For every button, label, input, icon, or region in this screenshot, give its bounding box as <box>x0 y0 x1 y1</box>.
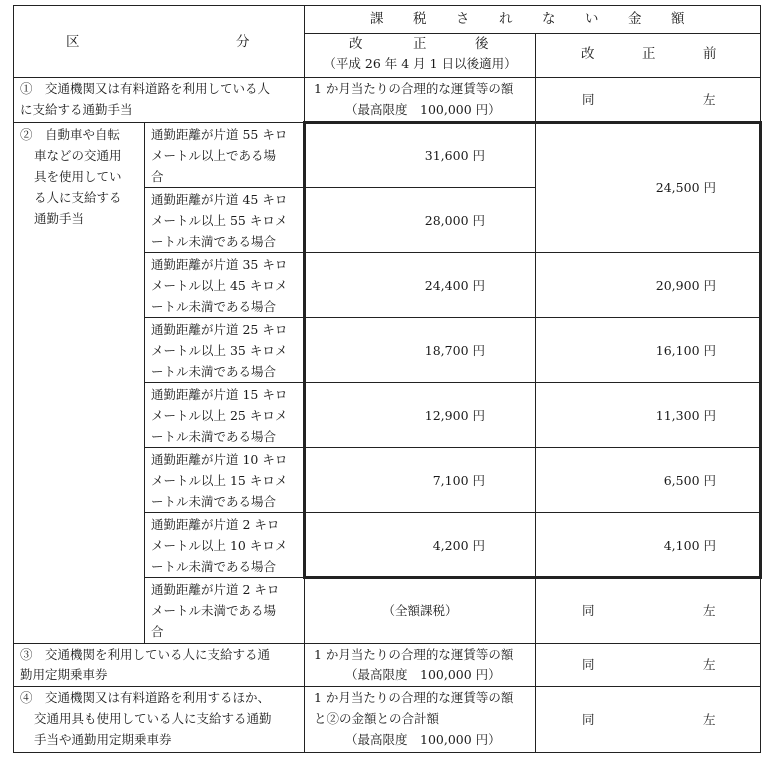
sub8-before-left: 左 <box>703 603 716 618</box>
sub7-cond-line2: メートル以上 10 キロメ <box>151 538 288 553</box>
sub7-cond-line3: ートル未満である場合 <box>151 559 277 574</box>
sub6-cond-line3: ートル未満である場合 <box>151 494 277 509</box>
sub-rule-1 <box>144 187 535 188</box>
header-divider <box>304 33 761 34</box>
row3-after-line1: 1 か月当たりの合理的な運賃等の額 <box>314 647 514 662</box>
sub5-cond-line2: メートル以上 25 キロメ <box>151 408 288 423</box>
table-border-bottom <box>13 752 761 753</box>
sub8-cond-line1: 通勤距離が片道 2 キロ <box>151 582 280 597</box>
sub2-cond-line2: メートル以上 55 キロメ <box>151 213 288 228</box>
header-after-note: （平成 26 年 4 月 1 日以後適用） <box>323 56 517 71</box>
sub5-cond-line1: 通勤距離が片道 15 キロ <box>151 387 288 402</box>
row3-before-same: 同 <box>582 657 595 672</box>
header-after-3: 後 <box>475 36 489 52</box>
header-before-2: 正 <box>642 46 656 62</box>
highlight-frame-top <box>303 121 762 124</box>
header-kubun-2: 分 <box>236 34 250 50</box>
row4-before-same: 同 <box>582 712 595 727</box>
sub6-after-amount: 7,100 円 <box>432 473 485 488</box>
sub4-cond-line3: ートル未満である場合 <box>151 364 277 379</box>
row4-after-line3: （最高限度 100,000 円） <box>345 732 501 747</box>
sub4-cond-line1: 通勤距離が片道 25 キロ <box>151 322 288 337</box>
header-before-1: 改 <box>581 46 595 62</box>
sub6-before-amount: 6,500 円 <box>663 473 716 488</box>
row3-label-line1: ③ 交通機関を利用している人に支給する通 <box>20 647 271 662</box>
header-before-3: 前 <box>703 46 717 62</box>
header-amount-5: な <box>542 11 556 27</box>
sub3-after-amount: 24,400 円 <box>424 278 485 293</box>
sub1-cond-line1: 通勤距離が片道 55 キロ <box>151 127 288 142</box>
row4-label-line2: 交通用具も使用している人に支給する通勤 <box>34 711 272 726</box>
header-amount-2: 税 <box>413 11 427 27</box>
row1-label-line2: に支給する通勤手当 <box>20 102 133 117</box>
sub2-cond-line1: 通勤距離が片道 45 キロ <box>151 192 288 207</box>
sub3-before-amount: 20,900 円 <box>655 278 716 293</box>
row2-label-line3: 具を使用してい <box>34 169 122 184</box>
sub6-cond-line1: 通勤距離が片道 10 キロ <box>151 452 288 467</box>
sub12-before-amount: 24,500 円 <box>655 180 716 195</box>
row2-label-line5: 通勤手当 <box>34 211 85 226</box>
row4-after-line2: と②の金額との合計額 <box>314 711 440 726</box>
header-after-2: 正 <box>413 36 427 52</box>
row2-label-line1: ② 自動車や自転 <box>20 127 121 142</box>
sub4-cond-line2: メートル以上 35 キロメ <box>151 343 288 358</box>
sub1-after-amount: 31,600 円 <box>424 148 485 163</box>
row4-before-left: 左 <box>703 712 716 727</box>
sub5-after-amount: 12,900 円 <box>424 408 485 423</box>
sub3-cond-line1: 通勤距離が片道 35 キロ <box>151 257 288 272</box>
header-amount-3: さ <box>456 11 470 27</box>
sub8-before-same: 同 <box>582 603 595 618</box>
sub3-cond-line2: メートル以上 45 キロメ <box>151 278 288 293</box>
sub7-before-amount: 4,100 円 <box>663 538 716 553</box>
row4-after-line1: 1 か月当たりの合理的な運賃等の額 <box>314 690 514 705</box>
row1-before-same: 同 <box>582 92 595 107</box>
sub8-after-amount: （全額課税） <box>382 603 458 618</box>
row4-label-line3: 手当や通勤用定期乗車券 <box>34 732 172 747</box>
row1-after-line2: （最高限度 100,000 円） <box>345 102 501 117</box>
sub2-after-amount: 28,000 円 <box>424 213 485 228</box>
header-amount-7: 金 <box>628 11 642 27</box>
sub2-cond-line3: ートル未満である場合 <box>151 234 277 249</box>
row4-label-line1: ④ 交通機関又は有料道路を利用するほか、 <box>20 690 271 705</box>
sub6-cond-line2: メートル以上 15 キロメ <box>151 473 288 488</box>
row3-label-line2: 勤用定期乗車券 <box>20 667 108 682</box>
header-after-1: 改 <box>349 36 363 52</box>
header-amount-6: い <box>585 11 599 27</box>
highlight-frame-right <box>759 121 762 579</box>
sub7-after-amount: 4,200 円 <box>432 538 485 553</box>
highlight-frame-bottom <box>303 576 762 579</box>
sub4-before-amount: 16,100 円 <box>655 343 716 358</box>
header-amount-4: れ <box>499 11 513 27</box>
highlight-frame-left <box>303 121 306 579</box>
sub1-cond-line2: メートル以上である場 <box>151 148 277 163</box>
sub1-cond-line3: 合 <box>151 169 164 184</box>
header-amount-8: 額 <box>671 11 685 27</box>
sub4-after-amount: 18,700 円 <box>424 343 485 358</box>
row1-after-line1: 1 か月当たりの合理的な運賃等の額 <box>314 81 514 96</box>
sub8-cond-line2: メートル未満である場 <box>151 603 277 618</box>
sub8-cond-line3: 合 <box>151 624 164 639</box>
row2-label-line4: る人に支給する <box>34 190 122 205</box>
row2-label-line2: 車などの交通用 <box>34 148 122 163</box>
header-amount-1: 課 <box>370 11 384 27</box>
sub-label-divider <box>144 122 145 644</box>
table-border-left <box>13 5 14 753</box>
row3-before-left: 左 <box>703 657 716 672</box>
row3-after-line2: （最高限度 100,000 円） <box>345 667 501 682</box>
amount-divider <box>535 33 536 753</box>
header-kubun-1: 区 <box>66 34 80 50</box>
sub5-cond-line3: ートル未満である場合 <box>151 429 277 444</box>
table-border-top <box>13 5 761 6</box>
sub7-cond-line1: 通勤距離が片道 2 キロ <box>151 517 280 532</box>
row1-before-left: 左 <box>703 92 716 107</box>
sub3-cond-line3: ートル未満である場合 <box>151 299 277 314</box>
sub5-before-amount: 11,300 円 <box>655 408 716 423</box>
row1-label-line1: ① 交通機関又は有料道路を利用している人 <box>20 81 271 96</box>
